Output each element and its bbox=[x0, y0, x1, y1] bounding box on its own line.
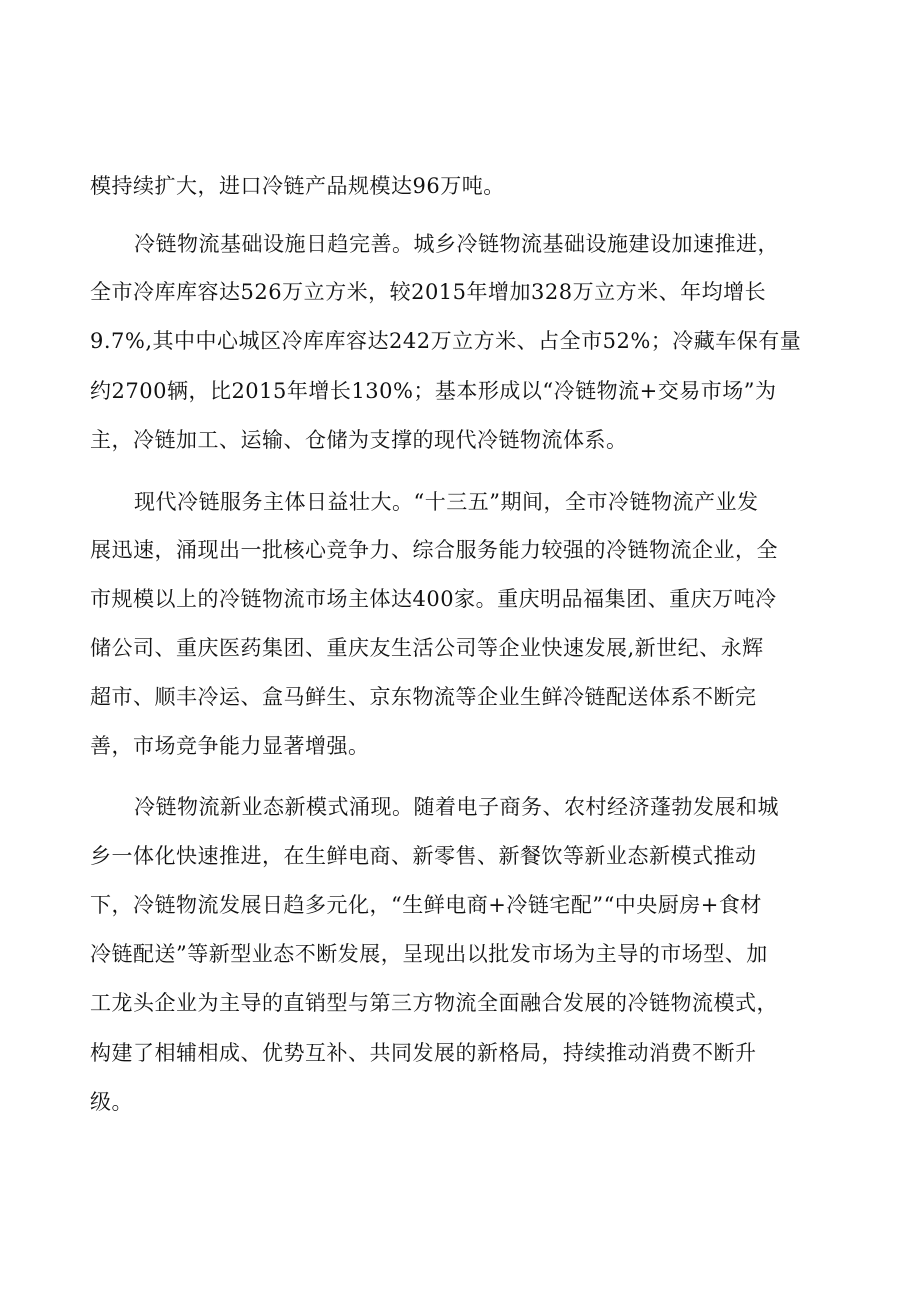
text-line: 冷链物流新业态新模式涌现。随着电子商务、农村经济蓬勃发展和城 bbox=[134, 795, 779, 819]
text-line: 善，市场竞争能力显著增强。 bbox=[90, 734, 370, 758]
paragraph-4-line-4 bbox=[0, 934, 920, 974]
text-line: 冷链配送”等新型业态不断发展，呈现出以批发市场为主导的市场型、加 bbox=[90, 942, 768, 966]
text-line: 市规模以上的冷链物流市场主体达400家。重庆明品福集团、重庆万吨冷 bbox=[90, 587, 777, 611]
paragraph-4-line-5 bbox=[0, 983, 920, 1023]
paragraph-3-line-4 bbox=[0, 628, 920, 668]
text-line: 模持续扩大，进口冷链产品规模达96万吨。 bbox=[90, 174, 505, 198]
text-line: 超市、顺丰冷运、盒马鲜生、京东物流等企业生鲜冷链配送体系不断完 bbox=[90, 685, 757, 709]
paragraph-4-line-3 bbox=[0, 885, 920, 925]
paragraph-3-line-1 bbox=[0, 482, 920, 522]
text-line: 主，冷链加工、运输、仓储为支撑的现代冷链物流体系。 bbox=[90, 428, 628, 452]
paragraph-4-line-1 bbox=[0, 787, 920, 827]
paragraph-3-line-2 bbox=[0, 530, 920, 570]
text-line: 级。 bbox=[90, 1090, 133, 1114]
text-line: 9.7%,其中中心城区冷库库容达242万立方米、占全市52%；冷藏车保有量 bbox=[90, 329, 802, 353]
paragraph-2-line-1 bbox=[0, 224, 920, 264]
paragraph-4-line-7 bbox=[0, 1082, 920, 1122]
paragraph-2-line-5 bbox=[0, 420, 920, 460]
paragraph-3-line-6 bbox=[0, 726, 920, 766]
text-line: 冷链物流基础设施日趋完善。城乡冷链物流基础设施建设加速推进， bbox=[134, 232, 779, 256]
paragraph-4-line-6 bbox=[0, 1033, 920, 1073]
text-line: 储公司、重庆医药集团、重庆友生活公司等企业快速发展,新世纪、永辉 bbox=[90, 636, 764, 660]
text-line: 现代冷链服务主体日益壮大。“十三五”期间，全市冷链物流产业发 bbox=[134, 490, 759, 514]
paragraph-2-line-4 bbox=[0, 371, 920, 411]
text-line: 工龙头企业为主导的直销型与第三方物流全面融合发展的冷链物流模式， bbox=[90, 991, 778, 1015]
text-line: 约2700辆，比2015年增长130%；基本形成以“冷链物流+交易市场”为 bbox=[90, 379, 777, 403]
text-line: 展迅速，涌现出一批核心竞争力、综合服务能力较强的冷链物流企业，全 bbox=[90, 538, 778, 562]
paragraph-4-line-2 bbox=[0, 836, 920, 876]
paragraph-2-line-2 bbox=[0, 272, 920, 312]
text-line: 下，冷链物流发展日趋多元化，“生鲜电商+冷链宅配”“中央厨房+食材 bbox=[90, 893, 762, 917]
paragraph-1-line-1 bbox=[0, 166, 920, 206]
text-line: 乡一体化快速推进，在生鲜电商、新零售、新餐饮等新业态新模式推动 bbox=[90, 844, 757, 868]
text-line: 构建了相辅相成、优势互补、共同发展的新格局，持续推动消费不断升 bbox=[90, 1041, 757, 1065]
paragraph-3-line-5 bbox=[0, 677, 920, 717]
paragraph-3-line-3 bbox=[0, 579, 920, 619]
paragraph-2-line-3 bbox=[0, 321, 920, 361]
text-line: 全市冷库库容达526万立方米，较2015年增加328万立方米、年均增长 bbox=[90, 280, 767, 304]
